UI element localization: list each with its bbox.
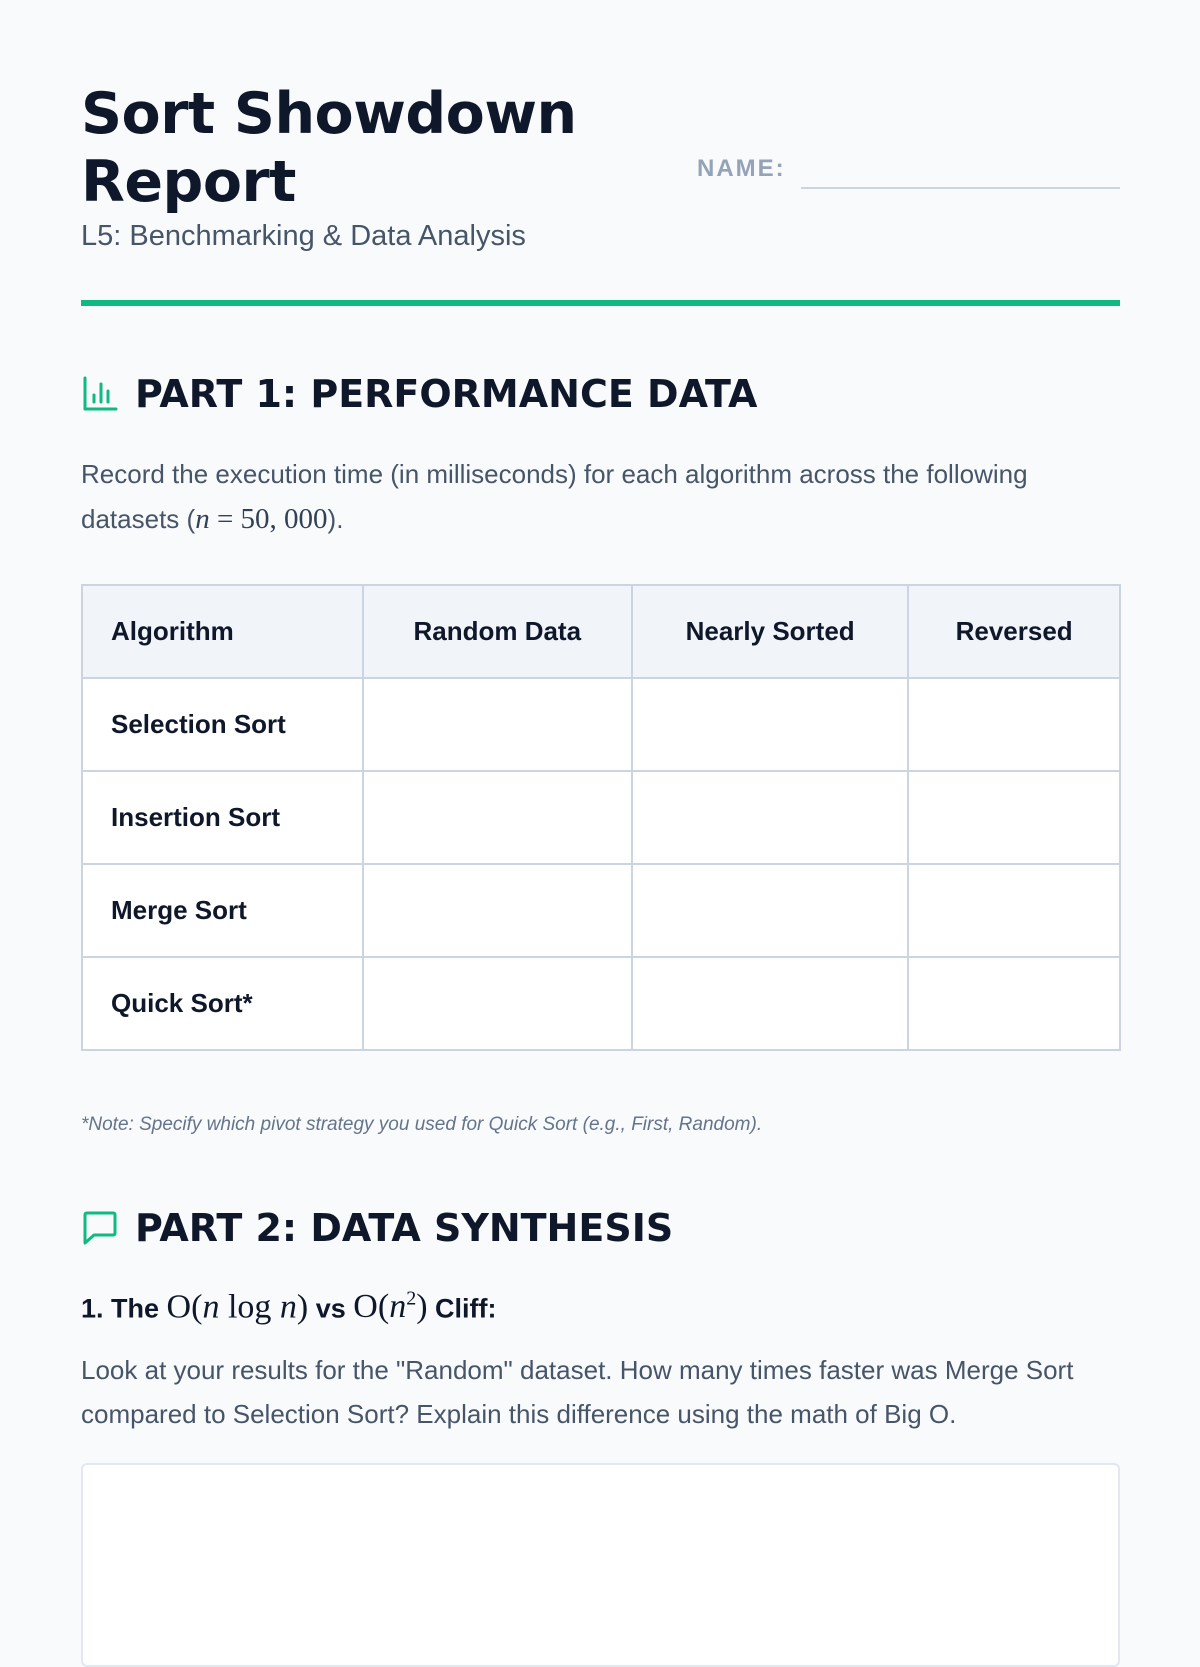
part2-heading	[81, 1206, 673, 1250]
header-divider	[81, 300, 1120, 306]
part1-heading	[81, 372, 757, 416]
part1-instructions-text: Record the execution time (in milliseconds) for each algorithm across the following datasets	[81, 459, 1028, 534]
nearly-sorted-time-cell[interactable]	[632, 771, 908, 864]
worksheet-header	[81, 0, 1120, 308]
worksheet-page	[81, 0, 1120, 1429]
nearly-sorted-time-cell[interactable]	[632, 957, 908, 1050]
random-time-cell[interactable]	[363, 678, 632, 771]
big-o-n-log-n: O(n log n)	[166, 1288, 309, 1326]
part2-heading-text: PART 2: DATA SYNTHESIS	[135, 1206, 674, 1250]
page-title: Sort Showdown Report	[81, 81, 577, 215]
performance-table	[81, 584, 1121, 1051]
random-time-cell[interactable]	[363, 957, 632, 1050]
bar-chart-icon	[81, 375, 119, 413]
question-1-vs: vs	[315, 1293, 346, 1324]
reversed-time-cell[interactable]	[908, 771, 1120, 864]
table-row	[82, 864, 1120, 957]
dataset-size-math: n = 50, 000	[195, 503, 328, 535]
name-label: NAME:	[697, 155, 786, 182]
algorithm-cell: Insertion Sort	[82, 771, 363, 864]
algorithm-cell: Selection Sort	[82, 678, 363, 771]
part1-instructions: Record the execution time (in milliseconds) for each algorithm across the following datasets (n = 50, 000).	[81, 459, 1028, 535]
question-1-suffix: Cliff:	[435, 1293, 497, 1324]
table-row	[82, 771, 1120, 864]
algorithm-cell: Quick Sort*	[82, 957, 363, 1050]
column-header-algorithm: Algorithm	[82, 585, 363, 678]
question-1-answer-box[interactable]	[81, 1463, 1120, 1667]
pivot-note: *Note: Specify which pivot strategy you used for Quick Sort (e.g., First, Random).	[81, 1114, 763, 1135]
table-row	[82, 957, 1120, 1050]
reversed-time-cell[interactable]	[908, 678, 1120, 771]
table-header-row	[82, 585, 1120, 678]
column-header-reversed: Reversed	[908, 585, 1120, 678]
question-1-prefix: 1. The	[81, 1293, 160, 1324]
chat-bubble-icon	[81, 1209, 119, 1247]
algorithm-cell: Merge Sort	[82, 864, 363, 957]
random-time-cell[interactable]	[363, 864, 632, 957]
question-1-title	[81, 1288, 497, 1326]
part1-heading-text: PART 1: PERFORMANCE DATA	[135, 372, 758, 416]
nearly-sorted-time-cell[interactable]	[632, 678, 908, 771]
column-header-random: Random Data	[363, 585, 632, 678]
reversed-time-cell[interactable]	[908, 864, 1120, 957]
question-1-prompt: Look at your results for the "Random" dataset. How many times faster was Merge Sort compared to Selection Sort? Explain this difference using the math of Big O.	[81, 1355, 1074, 1429]
random-time-cell[interactable]	[363, 771, 632, 864]
big-o-n-squared: $O(n^2)$	[353, 1288, 428, 1326]
nearly-sorted-time-cell[interactable]	[632, 864, 908, 957]
name-field[interactable]	[801, 187, 1120, 189]
reversed-time-cell[interactable]	[908, 957, 1120, 1050]
table-row	[82, 678, 1120, 771]
column-header-nearly-sorted: Nearly Sorted	[632, 585, 908, 678]
page-subtitle: L5: Benchmarking & Data Analysis	[81, 220, 526, 252]
